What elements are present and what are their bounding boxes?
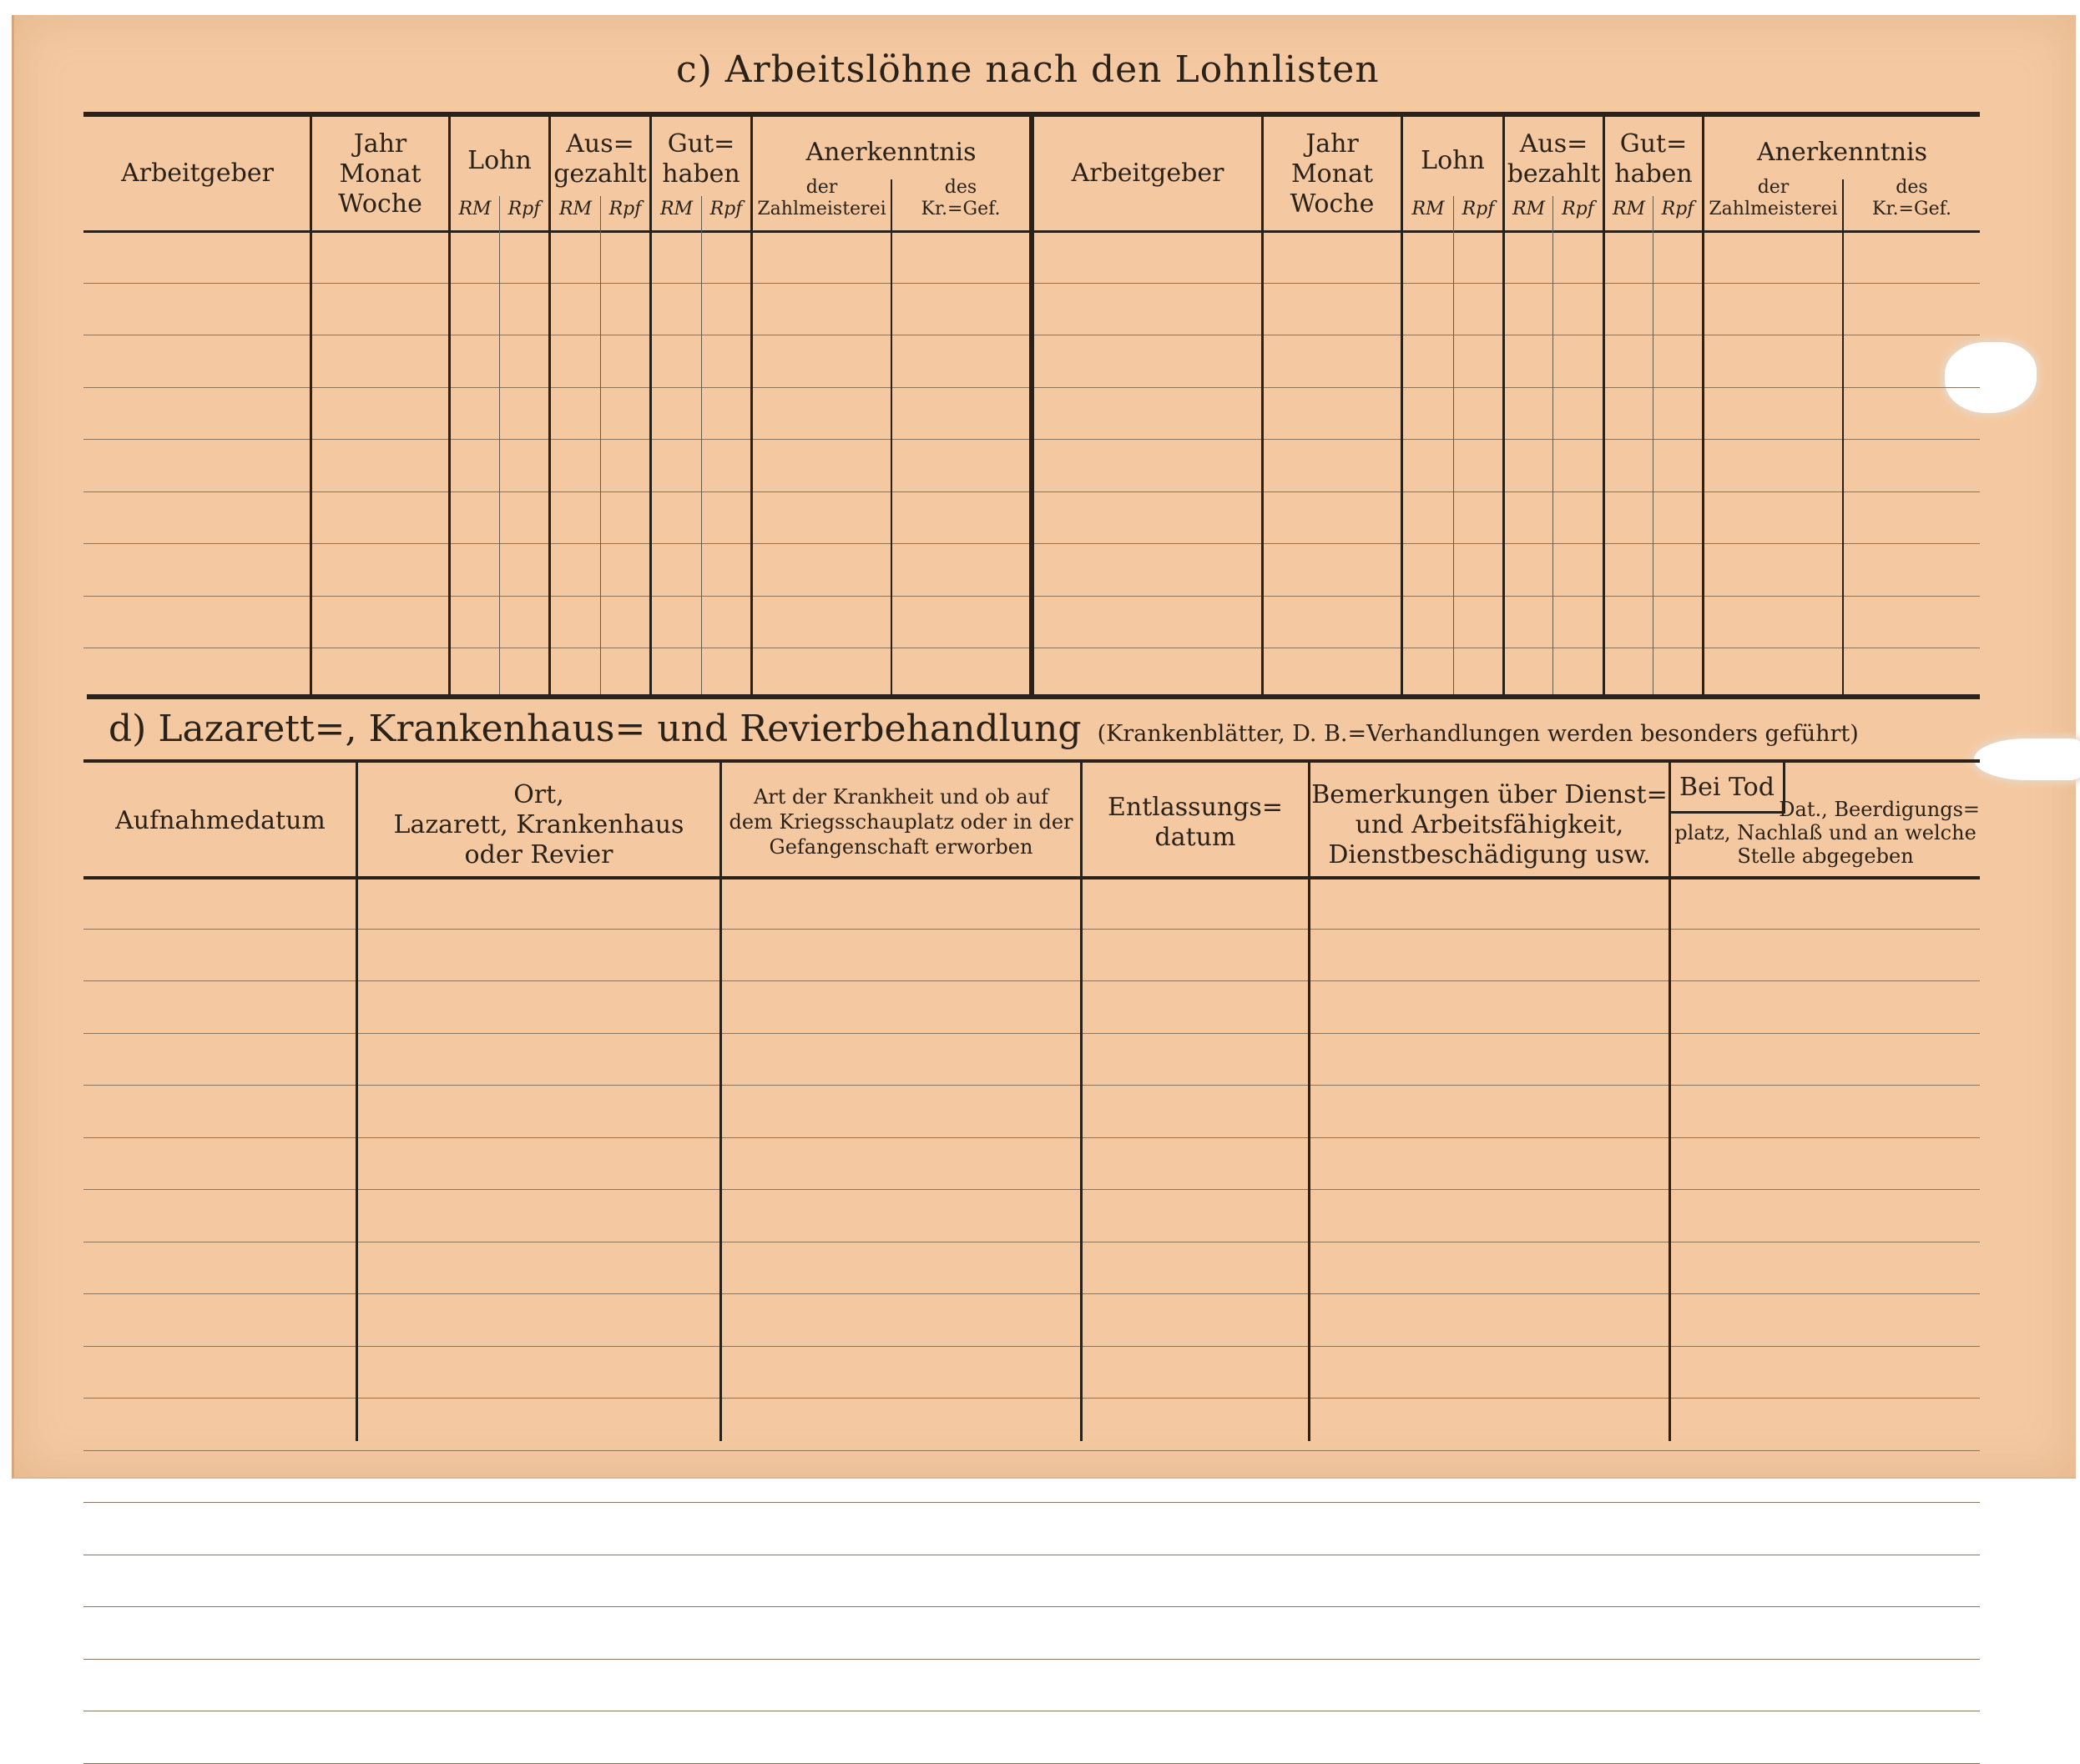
unit-rm: RM: [1411, 199, 1445, 219]
section-d-title: [109, 708, 1978, 750]
header-bei-tod: Bei Tod: [1679, 773, 1775, 802]
c-divider: [1552, 196, 1553, 694]
header-arbeitgeber: Arbeitgeber: [121, 159, 274, 188]
unit-rpf: Rpf: [1562, 199, 1594, 219]
header-lohn: Lohn: [467, 146, 532, 175]
header-bem-2: und Arbeitsfähigkeit,: [1355, 810, 1624, 839]
unit-rpf: Rpf: [1661, 199, 1694, 219]
c-divider: [600, 196, 601, 694]
header-gezahlt: gezahlt: [553, 159, 647, 189]
unit-rm: RM: [558, 199, 593, 219]
header-der: der: [805, 177, 838, 198]
header-entlassungs: Entlassungs=: [1108, 793, 1283, 822]
d-divider: [719, 761, 722, 1441]
c-divider: [701, 196, 702, 694]
ruled-line: [83, 980, 1980, 981]
header-woche: Woche: [1290, 189, 1375, 219]
header-haben: haben: [1614, 159, 1693, 189]
ruled-line: [83, 1293, 1980, 1294]
ruled-line: [83, 929, 1980, 930]
header-zahlmeisterei: Zahlmeisterei: [757, 199, 886, 219]
header-ort-1: Ort,: [513, 780, 564, 809]
section-c-title: c) Arbeitslöhne nach den Lohnlisten: [676, 48, 1380, 91]
c-divider: [1453, 196, 1454, 694]
header-tod-2: platz, Nachlaß und an welche: [1674, 821, 1977, 844]
header-krgef: Kr.=Gef.: [921, 199, 1001, 219]
header-arbeitgeber: Arbeitgeber: [1071, 159, 1224, 188]
header-art-2: dem Kriegsschauplatz oder in der: [729, 810, 1073, 834]
header-haben: haben: [662, 159, 740, 189]
section-d-title-note: (Krankenblätter, D. B.=Verhandlungen werden besonders geführt): [1097, 721, 1859, 747]
section-c-bottom-rule: [87, 694, 1980, 699]
ruled-line: [83, 1450, 1980, 1451]
ruled-line: [83, 1398, 1980, 1399]
unit-rpf: Rpf: [507, 199, 541, 219]
c-center-divider: [1029, 117, 1034, 694]
header-tod-3: Stelle abgegeben: [1737, 844, 1914, 868]
header-art-3: Gefangenschaft erworben: [769, 835, 1033, 859]
header-des: des: [1896, 177, 1928, 198]
header-anerkenntnis: Anerkenntnis: [805, 138, 977, 167]
unit-rm: RM: [1612, 199, 1646, 219]
header-jahr: Jahr: [353, 129, 407, 159]
ruled-line: [83, 1189, 1980, 1190]
ruled-line: [83, 1763, 1980, 1764]
ruled-line: [83, 1085, 1980, 1086]
header-der: der: [1757, 177, 1790, 198]
section-d-header-rule: [83, 876, 1980, 879]
header-aus: Aus=: [566, 129, 634, 159]
header-aus: Aus=: [1519, 129, 1588, 159]
d-divider: [1080, 761, 1083, 1441]
header-aufnahmedatum: Aufnahmedatum: [115, 806, 326, 835]
unit-rpf: Rpf: [608, 199, 642, 219]
c-divider: [499, 196, 500, 694]
header-jahr: Jahr: [1305, 129, 1359, 159]
header-gut: Gut=: [667, 129, 735, 159]
header-gut: Gut=: [1619, 129, 1688, 159]
header-bezahlt: bezahlt: [1507, 159, 1601, 189]
header-art-1: Art der Krankheit und ob auf: [753, 785, 1049, 809]
header-monat: Monat: [339, 159, 422, 189]
ruled-line: [83, 1502, 1980, 1503]
ruled-line: [83, 1346, 1980, 1347]
header-des: des: [944, 177, 977, 198]
unit-rm: RM: [458, 199, 492, 219]
header-krgef: Kr.=Gef.: [1872, 199, 1951, 219]
header-ort-3: oder Revier: [464, 840, 613, 869]
ruled-line: [83, 1033, 1980, 1034]
unit-rm: RM: [659, 199, 694, 219]
header-woche: Woche: [338, 189, 422, 219]
ruled-line: [83, 1137, 1980, 1138]
header-lohn: Lohn: [1421, 146, 1485, 175]
section-d-title-main: d) Lazarett=, Krankenhaus= und Revierbehandlung: [109, 708, 1082, 750]
c-divider: [891, 179, 892, 694]
torn-hole-upper: [1945, 342, 2037, 413]
ruled-line: [83, 1606, 1980, 1607]
header-zahlmeisterei: Zahlmeisterei: [1709, 199, 1838, 219]
c-divider: [1842, 179, 1844, 694]
unit-rpf: Rpf: [709, 199, 743, 219]
unit-rpf: Rpf: [1462, 199, 1495, 219]
header-anerkenntnis: Anerkenntnis: [1756, 138, 1928, 167]
header-bem-1: Bemerkungen über Dienst=: [1311, 780, 1668, 809]
torn-hole-lower: [1974, 738, 2080, 780]
header-ort-2: Lazarett, Krankenhaus: [393, 810, 684, 839]
header-tod-1: Dat., Beerdigungs=: [1779, 798, 1980, 821]
ruled-line: [83, 1659, 1980, 1660]
header-monat: Monat: [1290, 159, 1374, 189]
header-datum: datum: [1154, 823, 1236, 852]
header-bem-3: Dienstbeschädigung usw.: [1328, 840, 1651, 869]
unit-rm: RM: [1512, 199, 1546, 219]
